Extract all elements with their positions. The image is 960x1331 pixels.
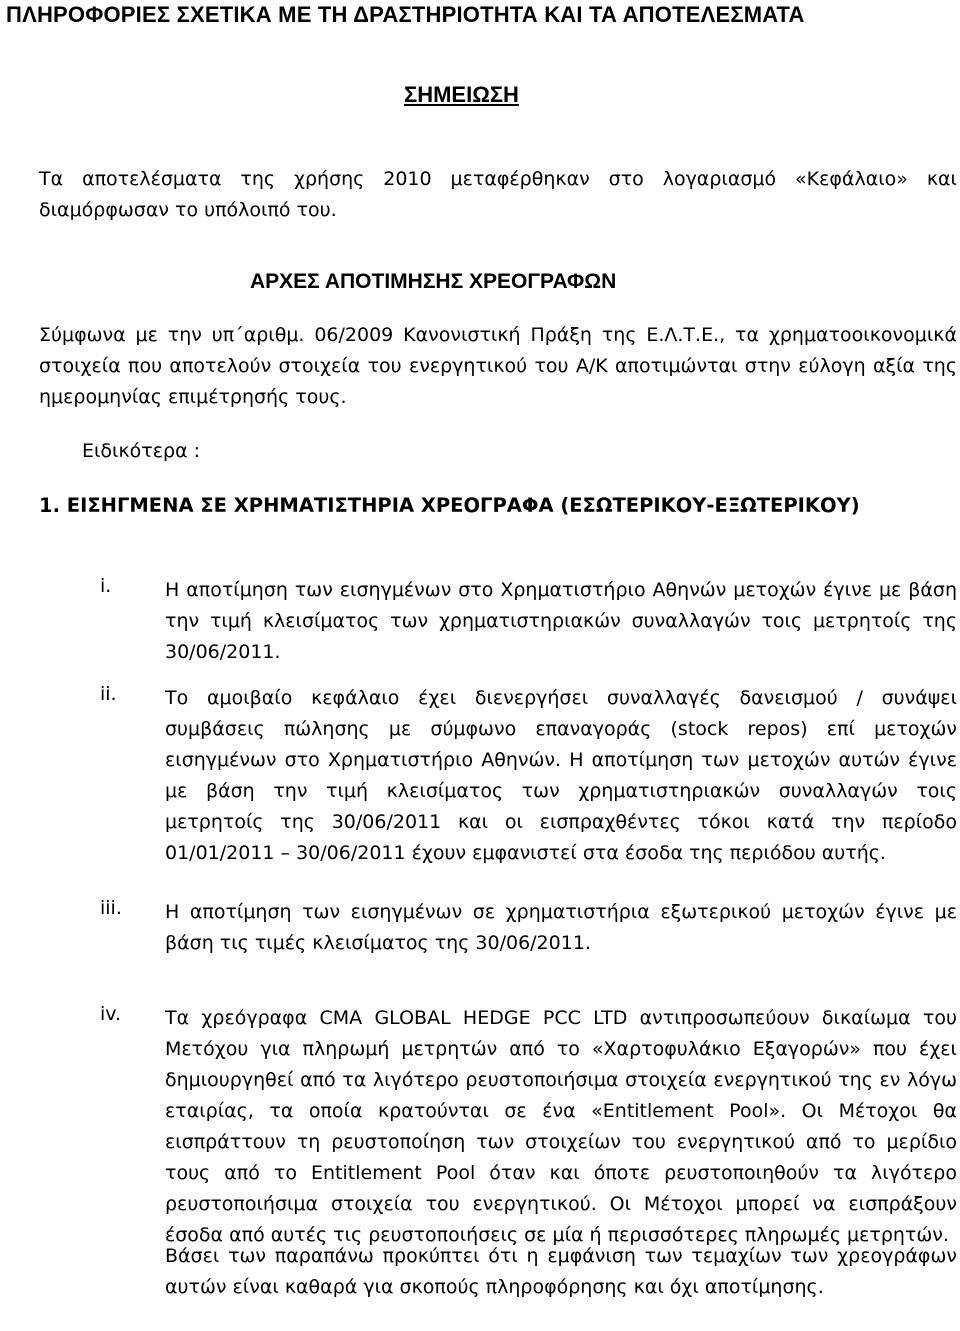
specifically-label: Ειδικότερα : (82, 440, 201, 462)
item-text: Η αποτίμηση των εισηγμένων στο Χρηματιστήριο Αθηνών μετοχών έγινε με βάση την τιμή κλεισίματος των χρηματιστηριακών συναλλαγών τοις μετρητοίς της 30/06/2011. (165, 579, 957, 663)
item-text: Τα χρεόγραφα CMA GLOBAL HEDGE PCC LTD αντιπροσωπεύουν δικαίωμα του Μετόχου για πληρωμή μετρητών από το «Χαρτοφυλάκιο Εξαγορών» που έχει δημιουργηθεί από τα λιγότερο ρευστοποιήσιμα στοιχεία ενεργητικού της εν λόγω εταιρίας, τα οποία κρατούνται σε ένα «Entitlement Pool». Οι Μέτοχοι θα εισπράττουν τη ρευστοποίηση των στοιχείων του ενεργητικού από το μερίδιο τους από το Entitlement Pool όταν και όποτε ρευστοποιηθούν τα λιγότερο ρευστοποιήσιμα στοιχεία του ενεργητικού. Οι Μέτοχοι μπορεί να εισπράξουν έσοδα από αυτές τις ρευστοποιήσεις σε μία ή περισσότερες πληρωμές μετρητών. (165, 1007, 957, 1246)
item-number: iii. (100, 897, 122, 919)
valuation-principles-title: ΑΡΧΕΣ ΑΠΟΤΙΜΗΣΗΣ ΧΡΕΟΓΡΑΦΩΝ (250, 270, 617, 293)
page-heading: ΠΛΗΡΟΦΟΡΙΕΣ ΣΧΕΤΙΚΑ ΜΕ ΤΗ ΔΡΑΣΤΗΡΙΟΤΗΤΑ ΚΑΙ ΤΑ ΑΠΟΤΕΛΕΣΜΑΤΑ (6, 2, 805, 27)
note-paragraph: Τα αποτελέσματα της χρήσης 2010 μεταφέρθηκαν στο λογαριασμό «Κεφάλαιο» και διαμόρφωσαν το υπόλοιπό του. (39, 168, 957, 221)
valuation-paragraph: Σύμφωνα με την υπ΄αριθμ. 06/2009 Κανονιστική Πράξη της Ε.Λ.Τ.Ε., τα χρηματοοικονομικά στοιχεία που αποτελούν στοιχεία του ενεργητικού του Α/Κ αποτιμώνται στην εύλογη αξία της ημερομηνίας επιμέτρησής τους. (39, 324, 957, 408)
item-number: iv. (100, 1003, 122, 1025)
item-text: Το αμοιβαίο κεφάλαιο έχει διενεργήσει συναλλαγές δανεισμού / συνάψει συμβάσεις πώλησης με σύμφωνο επαναγοράς (stock repos) επί μετοχών εισηγμένων στο Χρηματιστήριο Αθηνών. Η αποτίμηση των μετοχών αυτών έγινε με βάση την τιμή κλεισίματος των χρηματιστηριακών συναλλαγών τοις μετρητοίς της 30/06/2011 και οι εισπραχθέντες τόκοι κατά την περίοδο 01/01/2011 – 30/06/2011 έχουν εμφανιστεί στα έσοδα της περιόδου αυτής. (165, 687, 957, 864)
item-text-continuation: Βάσει των παραπάνω προκύπτει ότι η εμφάνιση των τεμαχίων των χρεογράφων αυτών είναι καθαρά για σκοπούς πληροφόρησης και όχι αποτίμησης. (165, 1245, 957, 1298)
item-number: ii. (100, 683, 117, 705)
section-title: 1. ΕΙΣΗΓΜΕΝΑ ΣΕ ΧΡΗΜΑΤΙΣΤΗΡΙΑ ΧΡΕΟΓΡΑΦΑ (ΕΣΩΤΕΡΙΚΟΥ-ΕΞΩΤΕΡΙΚΟΥ) (39, 494, 860, 517)
note-title: ΣΗΜΕΙΩΣΗ (404, 82, 519, 107)
item-number: i. (100, 575, 112, 597)
item-text: Η αποτίμηση των εισηγμένων σε χρηματιστήρια εξωτερικού μετοχών έγινε με βάση τις τιμές κλεισίματος της 30/06/2011. (165, 901, 957, 954)
